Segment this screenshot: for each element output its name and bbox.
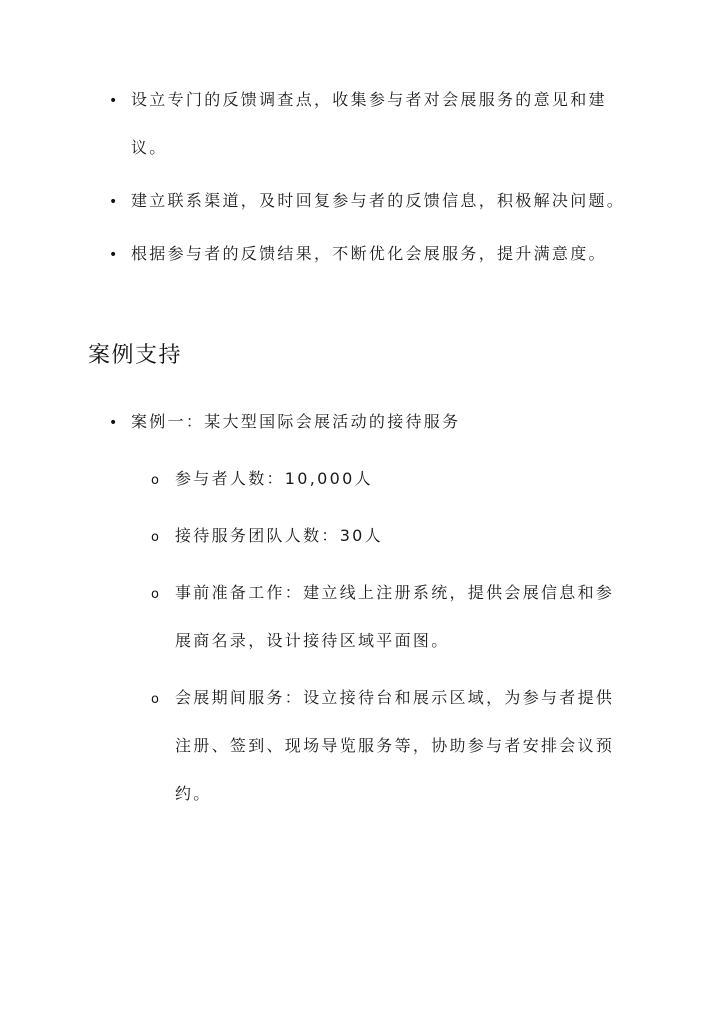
list-item-text: 建立联系渠道，及时回复参与者的反馈信息，积极解决问题。 bbox=[131, 191, 626, 210]
case-detail-item bbox=[151, 455, 627, 503]
bullet-icon: • bbox=[109, 194, 120, 210]
list-item bbox=[109, 177, 626, 225]
case-detail-text: 会展期间服务：设立接待台和展示区域，为参与者提供注册、签到、现场导览服务等，协助参与者安排会议预约。 bbox=[175, 688, 615, 803]
bullet-icon: • bbox=[109, 415, 120, 431]
list-item-text: 根据参与者的反馈结果，不断优化会展服务，提升满意度。 bbox=[131, 244, 607, 263]
case-title: 案例一：某大型国际会展活动的接待服务 bbox=[131, 412, 461, 431]
circle-bullet-icon: o bbox=[151, 530, 162, 545]
case-details-list bbox=[131, 455, 626, 818]
circle-bullet-icon: o bbox=[151, 587, 162, 602]
case-detail-item bbox=[151, 674, 627, 818]
case-detail-item bbox=[151, 512, 627, 560]
bullet-icon: • bbox=[109, 247, 120, 263]
section-heading: 案例支持 bbox=[88, 343, 183, 368]
case-detail-item bbox=[151, 569, 627, 665]
circle-bullet-icon: o bbox=[151, 692, 162, 707]
list-item-text: 设立专门的反馈调查点，收集参与者对会展服务的意见和建议。 bbox=[131, 90, 607, 157]
case-detail-text: 事前准备工作：建立线上注册系统，提供会展信息和参展商名录，设计接待区域平面图。 bbox=[175, 583, 615, 650]
list-item bbox=[109, 230, 626, 278]
circle-bullet-icon: o bbox=[151, 473, 162, 488]
bullet-icon: • bbox=[109, 93, 120, 109]
feedback-list bbox=[0, 76, 720, 283]
case-item bbox=[109, 398, 626, 818]
list-item bbox=[109, 76, 626, 172]
case-detail-text: 参与者人数：10,000人 bbox=[175, 469, 373, 488]
case-list bbox=[0, 398, 720, 827]
case-detail-text: 接待服务团队人数：30人 bbox=[175, 526, 383, 545]
